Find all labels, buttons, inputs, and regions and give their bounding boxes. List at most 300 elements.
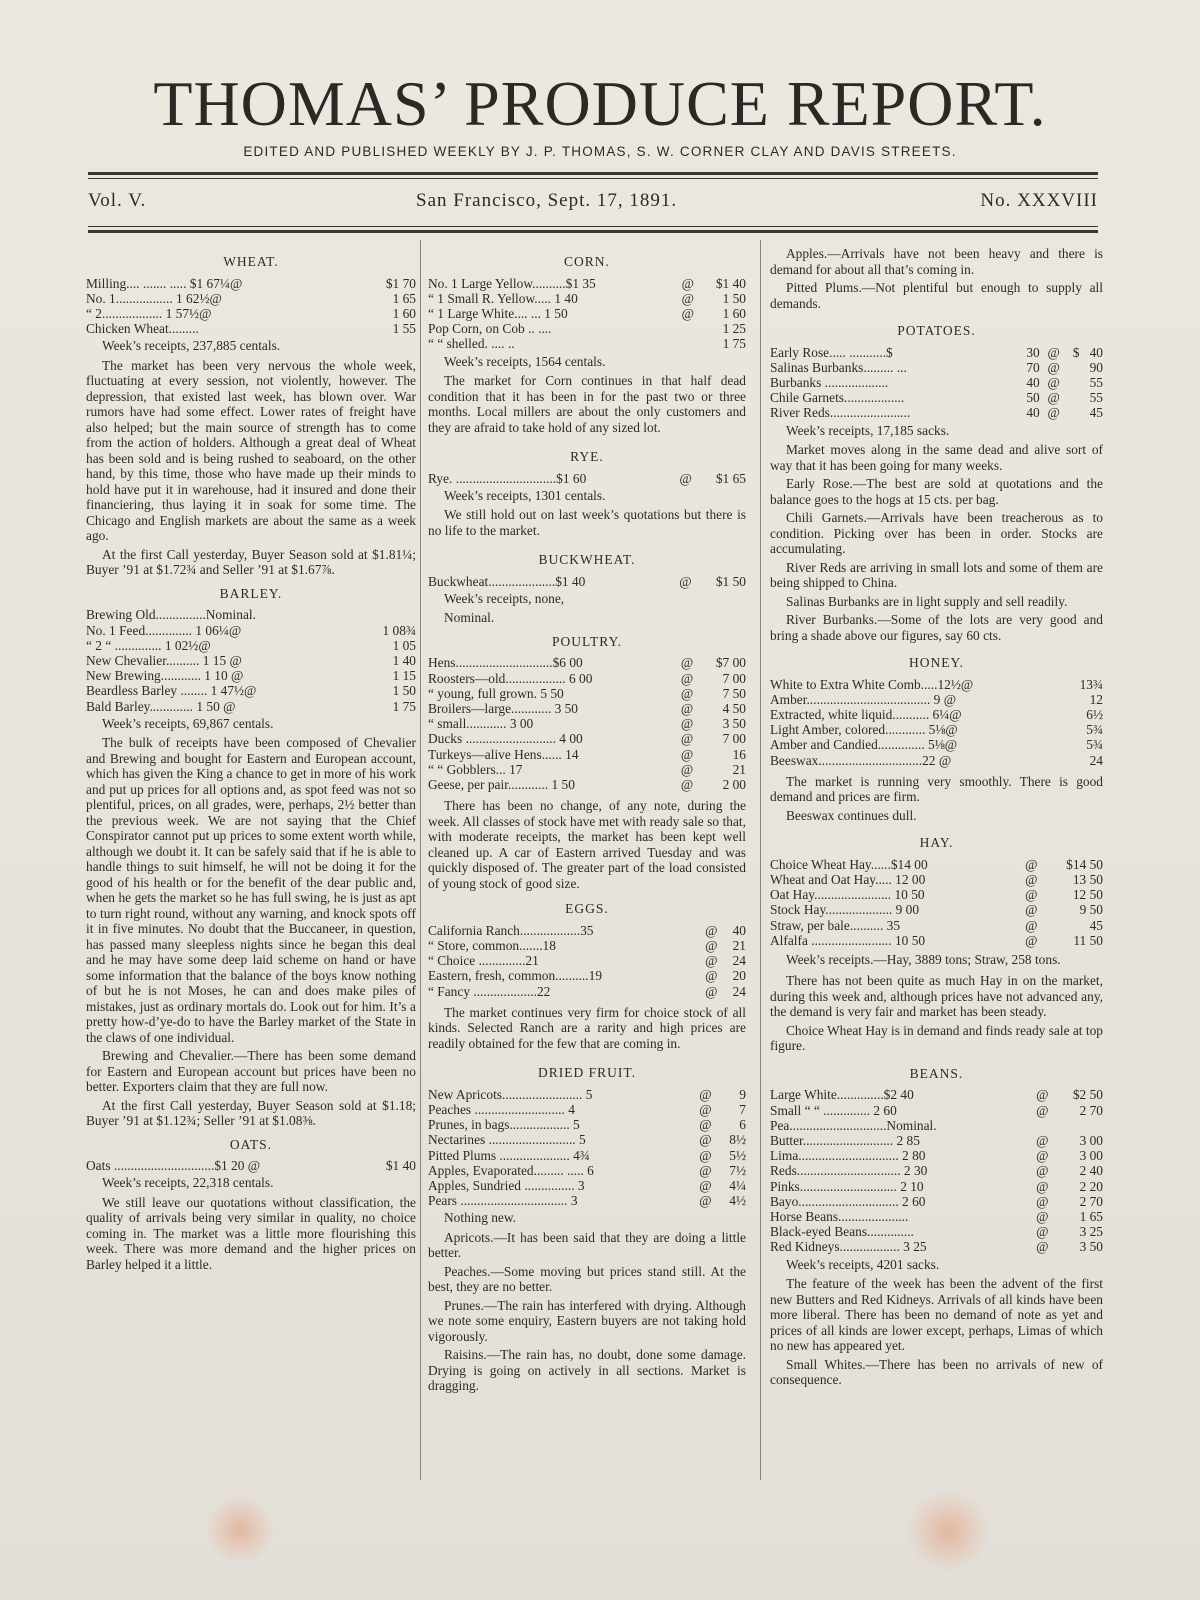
currency-sign [1068, 390, 1080, 405]
price-value: 1 55 [392, 321, 416, 337]
report-paragraph: Early Rose.—The best are sold at quotations and the balance goes to the hogs at 15 cts. per bag. [770, 476, 1103, 507]
price-value: 3 00 [1079, 1133, 1103, 1149]
report-paragraph: The feature of the week has been the advent of the first new Butters and Red Kidneys. Arrivals of all kinds have been more liberal. There has been no demand of note as yet and prices of all kinds are lower except, perhaps, Limas of which no new has appeared yet. [770, 1276, 1103, 1354]
report-paragraph: River Burbanks.—Some of the lots are very good and bring a shade above our figures, say 60 cts. [770, 612, 1103, 643]
report-paragraph: Apricots.—It has been said that they are doing a little better. [428, 1229, 746, 1261]
price-label: Broilers—large............ 3 50 [428, 701, 579, 717]
buckwheat-price-table [428, 574, 746, 589]
price-label: “ 1 Large White.... ... 1 50 [428, 305, 568, 321]
at-sign: @ [699, 1162, 712, 1178]
report-paragraph: River Reds are arriving in small lots and some of them are being shipped to China. [770, 559, 1103, 591]
price-row [770, 753, 1103, 768]
price-value: 1 05 [392, 637, 416, 653]
price-row [770, 1163, 1103, 1178]
at-sign: @ [699, 1101, 712, 1117]
at-sign: @ [1036, 1224, 1049, 1240]
price-label: Red Kidneys.................. 3 25 [770, 1239, 927, 1255]
price-value: 50 [1026, 390, 1040, 406]
eggs-price-table [428, 923, 746, 999]
price-row [770, 1209, 1103, 1224]
masthead [100, 68, 1100, 159]
price-value: 9 50 [1079, 902, 1103, 918]
price-label: “ “ Gobblers... 17 [428, 761, 523, 777]
price-row [428, 1117, 746, 1132]
price-value: $14 50 [1066, 856, 1103, 872]
price-row [770, 887, 1103, 902]
at-sign: @ [699, 1086, 712, 1102]
at-sign: @ [1047, 405, 1060, 421]
price-label: “ Choice ..............21 [428, 953, 539, 969]
price-label: Beardless Barley ........ 1 47½@ [86, 683, 257, 699]
price-value: 90 [1089, 359, 1103, 375]
at-sign: @ [699, 1147, 712, 1163]
price-label: “ small............ 3 00 [428, 716, 534, 732]
price-row [770, 737, 1103, 752]
report-paragraph: There has been no change, of any note, during the week. All classes of stock have met with ready sale so that, with moderate receipts, the market has been kept well cleaned up. A car of Eastern arrived Tuesday and was quickly disposed of. The greater part of the load consisted of young stock of good size. [428, 798, 746, 891]
price-label: “ Store, common.......18 [428, 937, 556, 953]
price-value: 7 00 [722, 731, 746, 747]
price-value: $1 50 [715, 573, 746, 589]
price-value: 3 50 [1079, 1239, 1103, 1255]
price-label: White to Extra White Comb.....12½@ [770, 676, 974, 692]
currency-sign [1068, 375, 1080, 390]
price-label: Salinas Burbanks......... ... [770, 359, 907, 375]
at-sign: @ [680, 701, 694, 717]
section-heading: POTATOES. [897, 323, 976, 338]
price-value: 7 50 [722, 685, 746, 701]
column-right [770, 246, 1103, 1391]
masthead-rule [88, 178, 1098, 179]
at-sign: @ [705, 953, 718, 969]
section-heading: RYE. [570, 449, 604, 465]
at-sign: @ [680, 670, 694, 686]
price-row [428, 747, 746, 762]
price-row [86, 668, 416, 683]
report-paragraph: Chili Garnets.—Arrivals have been treacherous as to condition. Picking over has been in order. Stocks are accumulating. [770, 510, 1103, 557]
hay-price-table [770, 857, 1103, 948]
price-label: “ 2.................. 1 57½@ [86, 305, 212, 321]
column-divider [420, 240, 421, 1480]
price-row [428, 671, 746, 686]
price-row [770, 902, 1103, 917]
price-row [428, 336, 746, 351]
price-row [770, 933, 1103, 948]
price-row [428, 1163, 746, 1178]
column-left [86, 246, 416, 1275]
price-label: Turkeys—alive Hens...... 14 [428, 746, 579, 762]
price-label: Burbanks ................... [770, 374, 889, 390]
price-row [428, 938, 746, 953]
price-value: 2 40 [1079, 1163, 1103, 1179]
dried-fruit-price-table [428, 1087, 746, 1209]
price-row [428, 777, 746, 792]
price-row [428, 574, 746, 589]
price-row [770, 1103, 1103, 1118]
poultry-price-table [428, 655, 746, 792]
price-label: New Brewing............ 1 10 @ [86, 668, 244, 684]
at-sign: @ [680, 746, 694, 762]
price-row [428, 1132, 746, 1147]
price-value: 20 [732, 968, 746, 984]
price-row [428, 1087, 746, 1102]
price-row [428, 984, 746, 999]
price-label: Bayo.............................. 2 60 [770, 1193, 926, 1209]
price-row [770, 872, 1103, 887]
price-label: No. 1................. 1 62½@ [86, 290, 222, 306]
price-value: 3 50 [722, 716, 746, 732]
at-sign: @ [1025, 887, 1038, 903]
potatoes-price-table [770, 345, 1103, 421]
price-label: Oats ..............................$1 20 @ [86, 1158, 261, 1174]
price-label: Pop Corn, on Cob .. .... [428, 321, 552, 337]
price-value: 7½ [729, 1162, 746, 1178]
price-row [86, 623, 416, 638]
receipts-note: Week’s receipts, 17,185 sacks. [786, 422, 950, 438]
section-heading: BARLEY. [219, 585, 283, 601]
price-label: Butter........................... 2 85 [770, 1133, 920, 1149]
price-value: 55 [1089, 390, 1103, 406]
price-value: 40 [1026, 374, 1040, 390]
currency-sign [1068, 405, 1080, 420]
price-label: Light Amber, colored............ 5⅛@ [770, 722, 958, 738]
oats-price-table [86, 1158, 416, 1173]
report-paragraph: Prunes.—The rain has interfered with drying. Although we note some enquiry, Eastern buyers are not taking hold vigorously. [428, 1297, 746, 1344]
report-paragraph: At the first Call yesterday, Buyer Season sold at $1.18; Buyer ’91 at $1.12¾; Seller ’91 at $1.08⅜. [86, 1097, 416, 1129]
price-value: 16 [732, 746, 746, 762]
price-label: California Ranch..................35 [428, 922, 594, 938]
price-row [428, 923, 746, 938]
at-sign: @ [705, 983, 718, 999]
price-row [770, 677, 1103, 692]
beans-price-table [770, 1087, 1103, 1254]
price-label: Pea.............................Nominal. [770, 1117, 937, 1133]
at-sign: @ [1025, 902, 1038, 918]
at-sign: @ [699, 1193, 712, 1209]
price-row [86, 683, 416, 698]
price-label: Ducks ........................... 4 00 [428, 731, 583, 747]
price-row [770, 1118, 1103, 1133]
receipts-note: Week’s receipts, none, [444, 590, 565, 606]
price-row [86, 638, 416, 653]
price-value: 1 50 [392, 683, 416, 699]
report-paragraph: Apples.—Arrivals have not been heavy and there is demand for about all that’s coming in. [770, 246, 1103, 277]
at-sign: @ [680, 685, 694, 701]
price-value: 13 50 [1072, 871, 1103, 887]
column-middle [428, 246, 746, 1397]
section-heading: POULTRY. [552, 633, 622, 649]
price-label: Wheat and Oat Hay..... 12 00 [770, 871, 926, 887]
at-sign: @ [1036, 1193, 1049, 1209]
report-paragraph: Beeswax continues dull. [786, 807, 917, 823]
price-label: Amber and Candied.............. 5⅛@ [770, 737, 958, 753]
price-row [428, 1178, 746, 1193]
price-value [1056, 1118, 1103, 1133]
price-label: Peaches ........................... 4 [428, 1101, 575, 1117]
at-sign: @ [1036, 1133, 1049, 1149]
price-value: $1 40 [385, 1158, 416, 1174]
price-value: 70 [1026, 359, 1040, 375]
price-value: 4 50 [722, 701, 746, 717]
price-row [428, 306, 746, 321]
price-label: Apples, Sundried ............... 3 [428, 1177, 585, 1193]
price-label: Straw, per bale.......... 35 [770, 917, 901, 933]
price-value: 5½ [729, 1147, 746, 1163]
price-row [86, 276, 416, 291]
price-label: Prunes, in bags.................. 5 [428, 1117, 580, 1133]
price-value: 40 [1026, 405, 1040, 421]
at-sign [1028, 1118, 1056, 1133]
price-row [86, 306, 416, 321]
at-sign: @ [680, 655, 694, 671]
price-row [86, 699, 416, 714]
price-label: Extracted, white liquid........... 6¼@ [770, 706, 962, 722]
price-label: Bald Barley............. 1 50 @ [86, 698, 236, 714]
at-sign [674, 336, 702, 351]
price-value: 1 08¾ [382, 622, 416, 638]
report-paragraph: We still leave our quotations without classification, the quality of arrivals being very similar in quality, no choice coming in. The market was a little more flourishing this week. There was more demand and the higher prices on Barley helped it a little. [86, 1194, 416, 1272]
at-sign: @ [681, 275, 694, 291]
at-sign: @ [1036, 1209, 1049, 1225]
at-sign: @ [699, 1117, 712, 1133]
at-sign: @ [680, 716, 694, 732]
at-sign: @ [1025, 871, 1038, 887]
price-value: $1 40 [715, 275, 746, 291]
price-row [428, 321, 746, 336]
at-sign: @ [705, 968, 718, 984]
price-value: $7 00 [715, 655, 746, 671]
price-row [428, 655, 746, 670]
foxing-stain [205, 1495, 275, 1565]
price-value: 30 [1026, 344, 1040, 360]
price-label: Nectarines .......................... 5 [428, 1132, 586, 1148]
at-sign: @ [1036, 1148, 1049, 1164]
at-sign: @ [1036, 1163, 1049, 1179]
price-value: 2 70 [1079, 1193, 1103, 1209]
price-value: $1 70 [385, 275, 416, 291]
price-value: 45 [1089, 405, 1103, 421]
masthead-rule [88, 172, 1098, 175]
at-sign: @ [681, 290, 694, 306]
price-value: 5¾ [1086, 737, 1103, 753]
price-label: Geese, per pair............ 1 50 [428, 777, 575, 793]
price-label: Pitted Plums ..................... 4¾ [428, 1147, 590, 1163]
at-sign: @ [699, 1132, 712, 1148]
section-heading: HAY. [919, 835, 954, 851]
price-value: 1 75 [392, 698, 416, 714]
price-label: “ “ shelled. .... .. [428, 336, 515, 352]
dateline [88, 190, 1098, 216]
at-sign: @ [680, 761, 694, 777]
price-label: Beeswax...............................22 @ [770, 752, 952, 768]
price-row [428, 701, 746, 716]
report-paragraph: The market is running very smoothly. There is good demand and prices are firm. [770, 773, 1103, 805]
receipts-note: Week’s receipts, 237,885 centals. [102, 338, 281, 354]
receipts-note: Week’s receipts, 1564 centals. [444, 353, 606, 369]
price-row [770, 405, 1103, 420]
price-label: Oat Hay....................... 10 50 [770, 887, 925, 903]
price-value: 1 50 [722, 290, 746, 306]
price-value: 45 [1089, 917, 1103, 933]
report-paragraph: Pitted Plums.—Not plentiful but enough to supply all demands. [770, 280, 1103, 311]
price-label: No. 1 Feed.............. 1 06¼@ [86, 622, 242, 638]
price-label: “ 1 Small R. Yellow..... 1 40 [428, 290, 578, 306]
price-row [770, 692, 1103, 707]
section-heading: OATS. [229, 1136, 273, 1152]
price-row [86, 607, 416, 622]
column-divider [760, 240, 761, 1480]
section-heading: HONEY. [909, 655, 964, 671]
price-value: 1 75 [722, 336, 746, 352]
newspaper-title: THOMAS’ PRODUCE REPORT. [153, 68, 1047, 139]
section-heading: CORN. [564, 254, 610, 269]
price-value: 3 00 [1079, 1148, 1103, 1164]
price-row [770, 722, 1103, 737]
price-row [770, 857, 1103, 872]
price-label: Milling.... ....... ..... $1 67¼@ [86, 275, 243, 291]
price-row [428, 1193, 746, 1208]
price-value: 1 65 [1079, 1209, 1103, 1225]
price-row [428, 731, 746, 746]
price-label: Pinks............................. 2 10 [770, 1178, 924, 1194]
receipts-note: Week’s receipts, 69,867 centals. [102, 715, 274, 731]
at-sign: @ [705, 922, 718, 938]
report-paragraph: Brewing and Chevalier.—There has been some demand for Eastern and European account but prices have been no better. Exporters claim that they are full now. [86, 1048, 416, 1095]
report-paragraph: The bulk of receipts have been composed of Chevalier and Brewing and bought for Eastern and European account, which has given the King a chance to get in more of his work and put up prices for all options and, as spot feed was not so plentiful, prices, on all grades, were, perhaps, 2½ better than the previous week. We are not saying that the Chief Conspirator cannot put up prices to some extent worth while, although we doubt it. It can be safely said that if he is able to handle things to suit himself, he will not be doing it for the good of his health or for the benefit of the dear public and, when he gets the market so he has full swing, he is just as apt to turn right round, without any warning, and knock spots off it in five minutes. No doubt that the Buccaneer, in question, has passed many sleepless nights since he began this deal and he may have some deep laid scheme on hand or have some information that the balance of the boys know nothing of but he is not Moses, he can and does make piles of mistakes, just as ordinary mortals do. Look out for him. It’s a pretty how-d’ye-do to have the Barley market of the State in the claws of one individual. [86, 735, 416, 1045]
price-row [770, 345, 1103, 360]
nothing-new-note: Nothing new. [444, 1210, 517, 1226]
price-value: 24 [732, 983, 746, 999]
price-value: 55 [1089, 374, 1103, 390]
report-paragraph: Choice Wheat Hay is in demand and finds ready sale at top figure. [770, 1022, 1103, 1054]
report-paragraph: At the first Call yesterday, Buyer Season sold at $1.81¼; Buyer ’91 at $1.72¾ and Seller ’91 at $1.67⅞. [86, 546, 416, 578]
price-row [428, 291, 746, 306]
price-row [770, 1179, 1103, 1194]
price-label: “ 2 “ .............. 1 02½@ [86, 637, 211, 653]
price-value: 12 50 [1072, 887, 1103, 903]
price-value: 40 [1089, 344, 1103, 360]
dateline-rule [88, 226, 1098, 227]
section-heading: BEANS. [909, 1065, 964, 1081]
report-paragraph: Salinas Burbanks are in light supply and sell readily. [786, 593, 1068, 609]
at-sign: @ [705, 937, 718, 953]
price-value: 2 70 [1079, 1102, 1103, 1118]
price-row [770, 1194, 1103, 1209]
at-sign: @ [1036, 1239, 1049, 1255]
report-paragraph: Small Whites.—There has been no arrivals of new of consequence. [770, 1356, 1103, 1388]
price-row [770, 707, 1103, 722]
at-sign: @ [1025, 917, 1038, 933]
receipts-note: Week’s receipts, 4201 sacks. [786, 1256, 940, 1272]
price-row [770, 390, 1103, 405]
price-label: “ Fancy ...................22 [428, 983, 551, 999]
section-heading: BUCKWHEAT. [538, 552, 636, 568]
price-label: Stock Hay.................... 9 00 [770, 902, 920, 918]
report-paragraph: There has not been quite as much Hay in on the market, during this week and, although prices have not advanced any, the demand is very fair and market has been steady. [770, 973, 1103, 1020]
price-row [770, 1133, 1103, 1148]
price-row [770, 918, 1103, 933]
price-label: Reds............................... 2 30 [770, 1163, 928, 1179]
report-paragraph: We still hold out on last week’s quotations but there is no life to the market. [428, 507, 746, 538]
price-label: Chicken Wheat......... [86, 321, 199, 337]
price-label: Black-eyed Beans.............. [770, 1224, 914, 1240]
price-value: 21 [732, 937, 746, 953]
price-row [428, 953, 746, 968]
price-row [428, 762, 746, 777]
publisher-line: EDITED AND PUBLISHED WEEKLY BY J. P. THOMAS, S. W. CORNER CLAY AND DAVIS STREETS. [243, 144, 957, 159]
price-row [428, 471, 746, 486]
price-value: 3 25 [1079, 1224, 1103, 1240]
price-value: 4½ [729, 1193, 746, 1209]
price-value: $1 65 [715, 470, 746, 486]
price-label: Rye. ..............................$1 60 [428, 470, 587, 486]
price-row [428, 686, 746, 701]
at-sign: @ [1036, 1102, 1049, 1118]
currency-sign: $ [1072, 344, 1080, 360]
at-sign: @ [681, 305, 694, 321]
at-sign: @ [679, 573, 692, 589]
price-label: “ young, full grown. 5 50 [428, 685, 564, 701]
price-label: Hens.............................$6 00 [428, 655, 583, 671]
price-value: 1 60 [722, 305, 746, 321]
price-value [362, 607, 416, 622]
price-label: Choice Wheat Hay......$14 00 [770, 856, 928, 872]
report-paragraph: The market continues very firm for choice stock of all kinds. Selected Ranch are a rarity and high prices are readily obtained for the few that are coming in. [428, 1004, 746, 1051]
at-sign: @ [1047, 390, 1060, 406]
at-sign: @ [679, 470, 692, 486]
price-value: 13¾ [1079, 676, 1103, 692]
at-sign: @ [1036, 1087, 1049, 1103]
price-label: Small “ “ .............. 2 60 [770, 1102, 897, 1118]
price-label: Amber..................................... 9 @ [770, 691, 957, 707]
price-value: 1 65 [392, 290, 416, 306]
price-value: 11 50 [1073, 932, 1103, 948]
price-label: Apples, Evaporated......... ..... 6 [428, 1162, 594, 1178]
wheat-price-table [86, 276, 416, 337]
price-value: 2 00 [722, 777, 746, 793]
price-label: Pears ................................ 3 [428, 1193, 578, 1209]
issue-number: No. XXXVIII [980, 190, 1098, 211]
price-row [770, 375, 1103, 390]
price-label: No. 1 Large Yellow..........$1 35 [428, 275, 596, 291]
at-sign: @ [680, 731, 694, 747]
section-heading: DRIED FRUIT. [538, 1065, 636, 1081]
currency-sign [1068, 360, 1080, 375]
price-value: 1 60 [392, 305, 416, 321]
receipts-note: Week’s receipts, 1301 centals. [444, 487, 606, 503]
at-sign: @ [1047, 374, 1060, 390]
at-sign: @ [1025, 932, 1038, 948]
honey-price-table [770, 677, 1103, 768]
price-label: Horse Beans..................... [770, 1209, 909, 1225]
price-value: 24 [1089, 752, 1103, 768]
price-value: 7 [739, 1101, 746, 1117]
price-value: 6½ [1086, 706, 1103, 722]
price-value: 2 20 [1079, 1178, 1103, 1194]
at-sign: @ [1047, 344, 1060, 360]
section-heading: WHEAT. [223, 254, 279, 269]
price-row [770, 360, 1103, 375]
price-label: Early Rose..... ...........$ [770, 344, 893, 360]
price-label: New Chevalier.......... 1 15 @ [86, 652, 242, 668]
price-value: 4¼ [729, 1177, 746, 1193]
price-value: 1 25 [722, 321, 746, 337]
price-value: 1 40 [392, 652, 416, 668]
at-sign: @ [699, 1177, 712, 1193]
report-paragraph: Peaches.—Some moving but prices stand still. At the best, they are no better. [428, 1263, 746, 1295]
section-heading: EGGS. [565, 901, 609, 917]
report-paragraph: Market moves along in the same dead and alive sort of way that it has been going for many weeks. [770, 442, 1103, 473]
report-paragraph: Raisins.—The rain has, no doubt, done some damage. Drying is going on actively in all sections. Market is dragging. [428, 1347, 746, 1394]
